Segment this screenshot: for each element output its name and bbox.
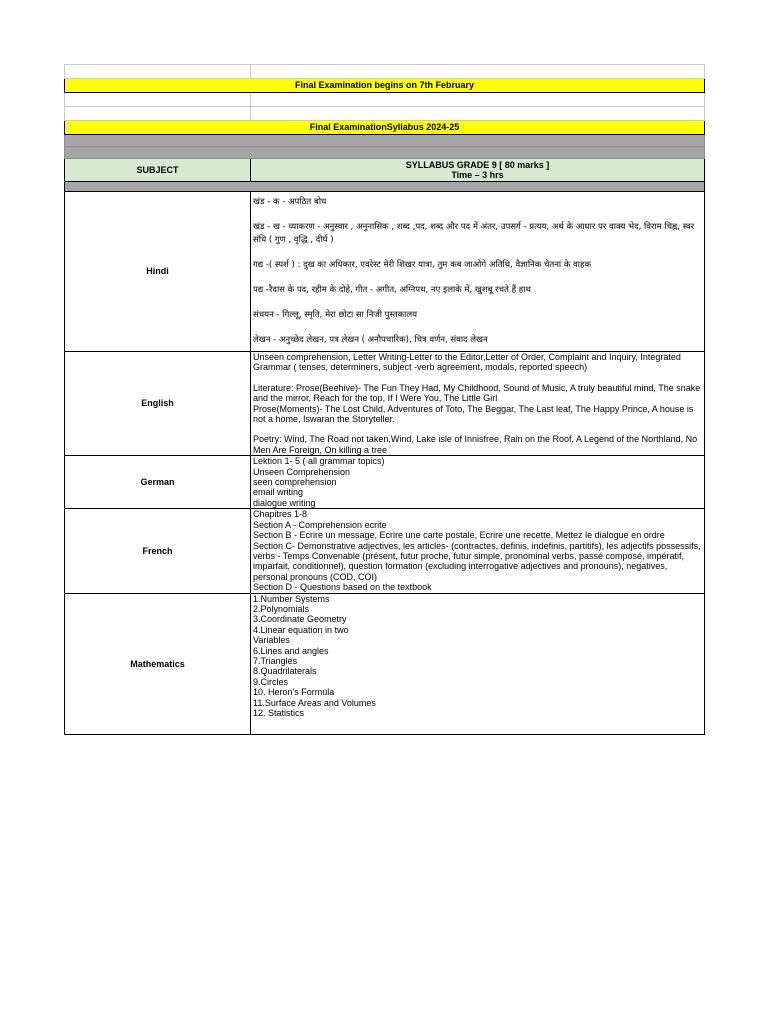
german-line: seen comprehension: [253, 477, 337, 488]
grey-cell[interactable]: [65, 135, 705, 147]
syllabus-banner[interactable]: Final ExaminationSyllabus 2024-25: [65, 121, 705, 135]
german-line: email writing: [253, 487, 304, 498]
maths-row: [65, 593, 705, 735]
german-line: Lektion 1- 5 ( all grammar topics): [253, 456, 385, 467]
english-syllabus[interactable]: [251, 352, 705, 456]
syllabus-header[interactable]: [251, 159, 705, 182]
syllabus-banner-row: [65, 121, 705, 135]
syllabus-sheet: [64, 64, 704, 735]
maths-subject[interactable]: Mathematics: [65, 593, 251, 735]
subject-header[interactable]: SUBJECT: [65, 159, 251, 182]
english-subject[interactable]: English: [65, 352, 251, 456]
maths-syllabus[interactable]: [251, 593, 705, 735]
french-line: Chapitres 1-8: [253, 509, 308, 520]
maths-line: 10. Heron's Formula: [253, 687, 335, 698]
grey-row: [65, 147, 705, 159]
hindi-row: [65, 192, 705, 352]
german-row: [65, 456, 705, 509]
hindi-line: गद्य -( स्पर्श ) : दुख का अधिकार, एवरेस्ट मेरी शिखर यात्रा, तुम कब जाओगे अतिथि, वैज्ञानिक चेतना के वाहक: [253, 260, 592, 270]
hindi-line: संचयन - गिल्लू, स्मृति, मेरा छोटा सा निजी पुस्तकालय: [253, 310, 418, 320]
german-line: Unseen Comprehension: [253, 466, 351, 477]
hindi-line: खंड - क - अपठित बोध: [253, 197, 327, 207]
cell[interactable]: [65, 93, 251, 107]
hindi-line: खंड - ख - व्याकरण - अनुस्वार , अनुनासिक , शब्द ,पद, शब्द और पद में अंतर, उपसर्ग - प्रत्यय, अर्थ के आधार पर वाक्य भेद, विराम चिह्न, स्वर संधि ( गुण , वृद्धि , दीर्घ ): [253, 222, 695, 245]
grey-cell[interactable]: [65, 147, 705, 159]
english-row: [65, 352, 705, 456]
english-paragraph: Poetry: Wind, The Road not taken,Wind, Lake isle of Innisfree, Rain on the Roof, A Legend of the Northland, No Men Are Foreign, On killing a tree: [253, 434, 698, 455]
hindi-line: पद्य -रैदास के पद, रहीम के दोहे, गीत - अगीत, अग्निपथ, नए इलाके में, खुशबू रचते हैं हाथ: [253, 285, 531, 295]
french-line: Section C- Demonstrative adjectives, les articles- (contractes, definis, indefinis, partitifs), les adjectifs possessifs, verbs - Temps Convenable (présent, futur proche, futur simple, pronominal verbs, passé composé, impératif, imparfait, conditionnel), question formation (excluding interrogative adjectives and pronouns), negatives, personal pronouns (COD, COI): [253, 540, 701, 582]
french-line: Section B - Ecrire un message, Ecrire une carte postale, Ecrire une recette, Mettez le dialogue en ordre: [253, 530, 665, 541]
maths-line: 4.Linear equation in two: [253, 624, 349, 635]
maths-line: 8.Quadrilaterals: [253, 666, 317, 677]
english-paragraph: Prose(Moments)- The Lost Child, Adventures of Toto, The Beggar, The Last leaf, The Happy Prince, A house is not a home, Iswaran the Storyteller.: [253, 403, 694, 425]
grey-cell[interactable]: [65, 182, 705, 192]
empty-row: [65, 65, 705, 79]
german-subject[interactable]: German: [65, 456, 251, 509]
english-paragraph: Unseen comprehension, Letter Writing-Letter to the Editor,Letter of Order, Complaint and Inquiry, Integrated Grammar ( tenses, determiners, subject -verb agreement, modals, reported speech): [253, 352, 681, 373]
cell[interactable]: [65, 65, 251, 79]
cell[interactable]: [251, 65, 705, 79]
empty-row: [65, 107, 705, 121]
empty-row: [65, 93, 705, 107]
syllabus-header-line2: Time – 3 hrs: [451, 170, 504, 180]
maths-line: 2.Polynomials: [253, 603, 310, 614]
maths-line: 9.Circles: [253, 676, 289, 687]
maths-line: 3.Coordinate Geometry: [253, 614, 347, 625]
maths-line: 12. Statistics: [253, 708, 305, 718]
cell[interactable]: [65, 107, 251, 121]
german-syllabus[interactable]: [251, 456, 705, 509]
hindi-syllabus[interactable]: [251, 192, 705, 352]
syllabus-header-line1: SYLLABUS GRADE 9 [ 80 marks ]: [405, 160, 550, 170]
hindi-line: लेखन - अनुच्छेद लेखन, पत्र लेखन ( अनौपचारिक), चित्र वर्णन, संवाद लेखन: [253, 335, 488, 345]
french-line: Section D - Questions based on the textbook: [253, 582, 432, 593]
french-line: Section A - Comprehension ecrite: [253, 519, 387, 530]
maths-line: 1.Number Systems: [253, 593, 330, 604]
exam-banner[interactable]: Final Examination begins on 7th February: [65, 79, 705, 93]
english-paragraph: Literature: Prose(Beehive)- The Fun They Had, My Childhood, Sound of Music, A truly beautiful mind, The snake and the mirror, Reach for the top, If I Were You, The Little Girl: [253, 382, 701, 404]
german-line: dialogue writing: [253, 497, 316, 508]
french-syllabus[interactable]: [251, 509, 705, 593]
maths-line: 11.Surface Areas and Volumes: [253, 697, 376, 708]
hindi-subject[interactable]: Hindi: [65, 192, 251, 352]
grey-row: [65, 182, 705, 192]
cell[interactable]: [251, 93, 705, 107]
cell[interactable]: [251, 107, 705, 121]
grey-row: [65, 135, 705, 147]
french-row: [65, 509, 705, 593]
exam-banner-row: [65, 79, 705, 93]
header-row: [65, 159, 705, 182]
maths-line: Variables: [253, 635, 290, 646]
syllabus-table: [64, 64, 705, 735]
french-subject[interactable]: French: [65, 509, 251, 593]
maths-line: 7.Triangles: [253, 655, 298, 666]
maths-line: 6.Lines and angles: [253, 645, 329, 656]
